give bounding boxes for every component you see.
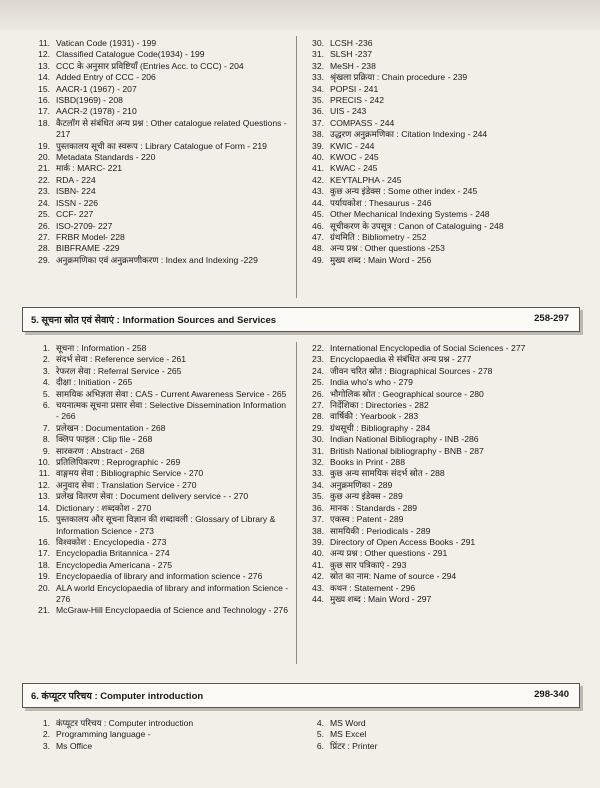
toc-entry bbox=[28, 741, 290, 752]
column-divider bbox=[296, 36, 297, 298]
toc-entry bbox=[302, 198, 582, 209]
toc-entry bbox=[302, 526, 582, 537]
entry-text: Indian National Bibliography - INB -286 bbox=[330, 434, 479, 445]
entry-text: KEYTALPHA - 245 bbox=[330, 174, 402, 185]
entry-number: 26. bbox=[38, 220, 50, 231]
entry-number: 40. bbox=[312, 152, 324, 163]
toc-entry bbox=[28, 366, 290, 377]
entry-number: 5. bbox=[42, 388, 50, 399]
toc-entry bbox=[28, 152, 290, 163]
entry-text: प्रलेख वितरण सेवा : Document delivery service - - 270 bbox=[56, 491, 249, 502]
entry-text: कुछ सार पत्रिकाएं - 293 bbox=[330, 559, 407, 570]
entry-text: संदर्भ सेवा : Reference service - 261 bbox=[56, 354, 187, 365]
toc-entry bbox=[28, 491, 290, 502]
entry-number: 39. bbox=[312, 536, 324, 547]
toc-entry bbox=[302, 434, 582, 445]
section6-left-list bbox=[28, 718, 290, 752]
entry-number: 2. bbox=[42, 729, 50, 740]
section5-right-list bbox=[302, 343, 582, 605]
toc-entry bbox=[28, 118, 290, 141]
toc-entry bbox=[28, 503, 290, 514]
entry-number: 23. bbox=[312, 354, 324, 365]
entry-number: 31. bbox=[312, 49, 324, 60]
toc-entry bbox=[302, 163, 582, 174]
entry-text: सामयिकी : Periodicals - 289 bbox=[330, 525, 431, 536]
entry-text: India who's who - 279 bbox=[330, 377, 413, 388]
toc-entry bbox=[28, 423, 290, 434]
entry-number: 45. bbox=[312, 209, 324, 220]
entry-text: कुछ अन्य इंडेक्स - 289 bbox=[330, 491, 403, 502]
entry-number: 30. bbox=[312, 434, 324, 445]
entry-number: 11. bbox=[38, 38, 50, 48]
entry-text: अन्य प्रश्न : Other questions -253 bbox=[330, 243, 445, 254]
entry-text: Classified Catalogue Code(1934) - 199 bbox=[56, 49, 205, 60]
entry-number: 38. bbox=[312, 129, 324, 140]
entry-number: 9. bbox=[42, 445, 50, 456]
toc-entry bbox=[28, 106, 290, 117]
entry-text: सूचीकरण के उपसूत्र : Canon of Cataloguing - 248 bbox=[330, 220, 504, 231]
toc-entry bbox=[28, 72, 290, 83]
toc-entry bbox=[28, 434, 290, 445]
entry-text: ग्रंथमिति : Bibliometry - 252 bbox=[330, 231, 427, 242]
section4-right-column bbox=[302, 38, 582, 266]
section4-right-list bbox=[302, 38, 582, 266]
toc-entry bbox=[302, 186, 582, 197]
column-divider bbox=[296, 342, 297, 664]
toc-entry bbox=[302, 221, 582, 232]
entry-text: Other Mechanical Indexing Systems - 248 bbox=[330, 209, 490, 220]
entry-text: पुस्तकालय और सूचना विज्ञान की शब्दावली : Glossary of Library & Information Science - 273 bbox=[56, 514, 276, 536]
section6-right-list bbox=[302, 718, 582, 752]
entry-number: 36. bbox=[312, 106, 324, 117]
toc-entry bbox=[302, 38, 582, 49]
toc-entry bbox=[302, 61, 582, 72]
entry-text: चयनात्मक सूचना प्रसार सेवा : Selective Dissemination Information - 266 bbox=[56, 400, 287, 422]
entry-text: प्रिंटर : Printer bbox=[330, 740, 378, 751]
entry-text: ISBN- 224 bbox=[56, 186, 96, 197]
toc-entry bbox=[28, 514, 290, 537]
entry-number: 10. bbox=[38, 457, 50, 468]
toc-entry bbox=[28, 548, 290, 559]
section5-header bbox=[22, 307, 580, 332]
toc-entry bbox=[28, 95, 290, 106]
toc-entry bbox=[28, 175, 290, 186]
entry-number: 15. bbox=[38, 514, 50, 525]
toc-entry bbox=[302, 141, 582, 152]
entry-number: 30. bbox=[312, 38, 324, 48]
entry-text: ISO-2709- 227 bbox=[56, 220, 113, 231]
entry-text: Encyclopaedia of library and information science - 276 bbox=[56, 571, 263, 582]
toc-entry bbox=[28, 583, 290, 606]
entry-number: 18. bbox=[38, 117, 50, 128]
entry-text: अनुक्रमणिका एवं अनुक्रमणीकरण : Index and Indexing -229 bbox=[56, 254, 258, 265]
entry-number: 11. bbox=[38, 468, 50, 479]
entry-number: 44. bbox=[312, 593, 324, 604]
entry-text: सूचना : Information - 258 bbox=[56, 343, 147, 353]
entry-text: अनुवाद सेवा : Translation Service - 270 bbox=[56, 479, 197, 490]
entry-number: 20. bbox=[38, 582, 50, 593]
entry-text: LCSH -236 bbox=[330, 38, 373, 48]
section4-left-column bbox=[28, 38, 290, 266]
entry-text: Books in Print - 288 bbox=[330, 457, 405, 468]
entry-number: 18. bbox=[38, 559, 50, 570]
entry-text: दीक्षा : Initiation - 265 bbox=[56, 377, 133, 388]
entry-number: 16. bbox=[38, 95, 50, 106]
entry-number: 17. bbox=[38, 548, 50, 559]
entry-text: RDA - 224 bbox=[56, 174, 96, 185]
toc-entry bbox=[28, 141, 290, 152]
section6-header bbox=[22, 683, 580, 708]
toc-entry bbox=[302, 729, 582, 740]
entry-number: 8. bbox=[42, 434, 50, 445]
section6-page-range: 298-340 bbox=[534, 689, 569, 700]
toc-entry bbox=[302, 457, 582, 468]
entry-number: 14. bbox=[38, 72, 50, 83]
entry-text: Encyclopadia Britannica - 274 bbox=[56, 548, 170, 559]
entry-number: 43. bbox=[312, 582, 324, 593]
entry-text: सामयिक अभिज्ञता सेवा : CAS - Current Awareness Service - 265 bbox=[56, 388, 287, 399]
toc-entry bbox=[302, 354, 582, 365]
toc-entry bbox=[302, 480, 582, 491]
entry-number: 22. bbox=[38, 174, 50, 185]
toc-entry bbox=[28, 343, 290, 354]
entry-number: 5. bbox=[316, 729, 324, 740]
entry-number: 37. bbox=[312, 117, 324, 128]
entry-text: वार्षिकी : Yearbook - 283 bbox=[330, 411, 419, 422]
entry-number: 42. bbox=[312, 571, 324, 582]
toc-entry bbox=[302, 548, 582, 559]
entry-text: प्रतिलिपिकरण : Reprographic - 269 bbox=[56, 457, 181, 468]
entry-text: Encyclopaedia से संबंधित अन्य प्रश्न - 277 bbox=[330, 354, 472, 365]
section6-left-column bbox=[28, 718, 290, 752]
toc-entry bbox=[302, 571, 582, 582]
toc-entry bbox=[28, 61, 290, 72]
toc-entry bbox=[302, 209, 582, 220]
toc-entry bbox=[28, 49, 290, 60]
entry-text: ALA world Encyclopaedia of library and information Science - 276 bbox=[56, 582, 289, 604]
entry-text: McGraw-Hill Encyclopaedia of Science and Technology - 276 bbox=[56, 605, 288, 616]
toc-entry bbox=[302, 400, 582, 411]
entry-text: कुछ अन्य इंडेक्स : Some other index - 245 bbox=[330, 186, 478, 197]
toc-entry bbox=[302, 560, 582, 571]
entry-number: 34. bbox=[312, 479, 324, 490]
entry-number: 32. bbox=[312, 60, 324, 71]
toc-entry bbox=[302, 84, 582, 95]
entry-text: मानक : Standards - 289 bbox=[330, 502, 418, 513]
entry-number: 31. bbox=[312, 445, 324, 456]
toc-entry bbox=[302, 583, 582, 594]
entry-number: 34. bbox=[312, 83, 324, 94]
section5-page-range: 258-297 bbox=[534, 313, 569, 324]
entry-number: 16. bbox=[38, 536, 50, 547]
section6-right-column bbox=[302, 718, 582, 752]
entry-text: निर्देशिका : Directories - 282 bbox=[330, 400, 429, 411]
toc-entry bbox=[28, 186, 290, 197]
toc-entry bbox=[28, 389, 290, 400]
entry-number: 39. bbox=[312, 140, 324, 151]
toc-entry bbox=[302, 446, 582, 457]
toc-entry bbox=[28, 457, 290, 468]
entry-text: स्रोत का नाम: Name of source - 294 bbox=[330, 571, 457, 582]
toc-entry bbox=[28, 354, 290, 365]
toc-entry bbox=[302, 255, 582, 266]
toc-entry bbox=[302, 95, 582, 106]
top-header-strip bbox=[0, 0, 600, 30]
toc-entry bbox=[302, 175, 582, 186]
entry-number: 26. bbox=[312, 388, 324, 399]
entry-text: British National bibliography - BNB - 287 bbox=[330, 445, 484, 456]
toc-entry bbox=[28, 537, 290, 548]
entry-text: Dictionary : शब्दकोश - 270 bbox=[56, 502, 152, 513]
entry-text: PRECIS - 242 bbox=[330, 95, 384, 106]
entry-number: 27. bbox=[38, 231, 50, 242]
toc-entry bbox=[302, 594, 582, 605]
entry-number: 4. bbox=[42, 377, 50, 388]
toc-entry bbox=[28, 605, 290, 616]
toc-entry bbox=[28, 198, 290, 209]
entry-number: 35. bbox=[312, 95, 324, 106]
entry-text: भौगोलिक स्रोत : Geographical source - 280 bbox=[330, 388, 484, 399]
entry-text: KWIC - 244 bbox=[330, 140, 375, 151]
entry-text: विश्वकोश : Encyclopedia - 273 bbox=[56, 536, 167, 547]
entry-text: ISBD(1969) - 208 bbox=[56, 95, 123, 106]
toc-entry bbox=[28, 729, 290, 740]
entry-text: सारकरण : Abstract - 268 bbox=[56, 445, 145, 456]
toc-entry bbox=[28, 446, 290, 457]
entry-text: रेफरल सेवा : Referral Service - 265 bbox=[56, 365, 182, 376]
entry-number: 40. bbox=[312, 548, 324, 559]
toc-entry bbox=[28, 718, 290, 729]
entry-text: AACR-1 (1967) - 207 bbox=[56, 83, 137, 94]
toc-entry bbox=[302, 72, 582, 83]
entry-number: 12. bbox=[38, 49, 50, 60]
entry-number: 21. bbox=[38, 605, 50, 616]
entry-number: 28. bbox=[38, 243, 50, 254]
toc-entry bbox=[28, 243, 290, 254]
toc-entry bbox=[302, 503, 582, 514]
entry-number: 25. bbox=[38, 209, 50, 220]
toc-entry bbox=[302, 129, 582, 140]
toc-entry bbox=[28, 480, 290, 491]
entry-text: अन्य प्रश्न : Other questions - 291 bbox=[330, 548, 448, 559]
entry-number: 6. bbox=[42, 400, 50, 411]
toc-entry bbox=[302, 491, 582, 502]
entry-number: 41. bbox=[312, 559, 324, 570]
entry-text: SLSH -237 bbox=[330, 49, 373, 60]
toc-entry bbox=[302, 377, 582, 388]
toc-entry bbox=[302, 514, 582, 525]
entry-number: 6. bbox=[316, 740, 324, 751]
toc-entry bbox=[302, 152, 582, 163]
toc-entry bbox=[28, 38, 290, 49]
entry-text: MeSH - 238 bbox=[330, 60, 376, 71]
toc-entry bbox=[302, 49, 582, 60]
entry-text: Ms Office bbox=[56, 740, 93, 751]
entry-number: 37. bbox=[312, 514, 324, 525]
section6-title: 6. कंप्यूटर परिचय : Computer introduction bbox=[31, 691, 204, 702]
entry-text: मुख्य शब्द : Main Word - 256 bbox=[330, 254, 432, 265]
toc-entry bbox=[302, 389, 582, 400]
entry-number: 14. bbox=[38, 502, 50, 513]
entry-text: ग्रंथसूची : Bibliography - 284 bbox=[330, 422, 431, 433]
toc-entry bbox=[28, 232, 290, 243]
toc-entry bbox=[28, 571, 290, 582]
toc-entry bbox=[28, 163, 290, 174]
toc-entry bbox=[302, 423, 582, 434]
entry-text: MS Excel bbox=[330, 729, 367, 740]
entry-text: Metadata Standards - 220 bbox=[56, 152, 156, 163]
entry-number: 43. bbox=[312, 186, 324, 197]
entry-number: 3. bbox=[42, 365, 50, 376]
entry-text: Encyclopedia Americana - 275 bbox=[56, 559, 173, 570]
entry-number: 27. bbox=[312, 400, 324, 411]
entry-number: 49. bbox=[312, 254, 324, 265]
toc-entry bbox=[302, 468, 582, 479]
entry-text: Programming language - bbox=[56, 729, 151, 740]
toc-entry bbox=[28, 377, 290, 388]
entry-number: 32. bbox=[312, 457, 324, 468]
entry-text: प्रलेखन : Documentation - 268 bbox=[56, 422, 166, 433]
section5-left-column bbox=[28, 343, 290, 617]
entry-text: श्रृंखला प्रक्रिया : Chain procedure - 239 bbox=[330, 72, 468, 83]
entry-number: 44. bbox=[312, 197, 324, 208]
entry-number: 33. bbox=[312, 72, 324, 83]
entry-text: पुस्तकालय सूची का स्वरूप : Library Catalogue of Form - 219 bbox=[56, 140, 267, 151]
entry-number: 1. bbox=[42, 343, 50, 353]
entry-number: 35. bbox=[312, 491, 324, 502]
entry-text: जीवन चरित स्रोत : Biographical Sources - 278 bbox=[330, 365, 493, 376]
entry-text: KWOC - 245 bbox=[330, 152, 379, 163]
entry-text: मार्क : MARC- 221 bbox=[56, 163, 123, 174]
entry-number: 21. bbox=[38, 163, 50, 174]
entry-number: 19. bbox=[38, 571, 50, 582]
entry-text: CCC के अनुसार प्रविष्टियाँ (Entries Acc. to CCC) - 204 bbox=[56, 60, 244, 71]
entry-text: कुछ अन्य सामयिक संदर्भ स्रोत - 288 bbox=[330, 468, 445, 479]
entry-text: पर्यायकोश : Thesaurus - 246 bbox=[330, 197, 432, 208]
entry-text: मुख्य शब्द : Main Word - 297 bbox=[330, 593, 432, 604]
entry-number: 42. bbox=[312, 174, 324, 185]
entry-text: CCF- 227 bbox=[56, 209, 94, 220]
entry-number: 25. bbox=[312, 377, 324, 388]
toc-entry bbox=[28, 209, 290, 220]
toc-entry bbox=[28, 468, 290, 479]
entry-number: 15. bbox=[38, 83, 50, 94]
toc-entry bbox=[302, 741, 582, 752]
entry-text: कथन : Statement - 296 bbox=[330, 582, 416, 593]
entry-number: 48. bbox=[312, 243, 324, 254]
entry-text: कंप्यूटर परिचय : Computer introduction bbox=[56, 718, 194, 728]
entry-number: 24. bbox=[312, 365, 324, 376]
entry-number: 13. bbox=[38, 491, 50, 502]
entry-text: Directory of Open Access Books - 291 bbox=[330, 536, 476, 547]
entry-text: क्लिप फाइल : Clip file - 268 bbox=[56, 434, 153, 445]
entry-number: 4. bbox=[316, 718, 324, 728]
entry-text: कैटलॉग से संबंधित अन्य प्रश्न : Other catalogue related Questions - 217 bbox=[56, 117, 287, 140]
toc-entry bbox=[302, 232, 582, 243]
entry-number: 17. bbox=[38, 106, 50, 117]
entry-number: 19. bbox=[38, 140, 50, 151]
toc-entry bbox=[302, 243, 582, 254]
toc-entry bbox=[302, 118, 582, 129]
entry-number: 33. bbox=[312, 468, 324, 479]
entry-text: उद्धरण अनुक्रमणिका : Citation Indexing - 244 bbox=[330, 129, 488, 140]
entry-text: KWAC - 245 bbox=[330, 163, 378, 174]
entry-text: MS Word bbox=[330, 718, 366, 728]
entry-number: 13. bbox=[38, 60, 50, 71]
entry-number: 23. bbox=[38, 186, 50, 197]
toc-entry bbox=[302, 537, 582, 548]
toc-entry bbox=[28, 255, 290, 266]
entry-number: 46. bbox=[312, 220, 324, 231]
entry-text: AACR-2 (1978) - 210 bbox=[56, 106, 137, 117]
entry-number: 38. bbox=[312, 525, 324, 536]
entry-text: अनुक्रमणिका - 289 bbox=[330, 479, 393, 490]
entry-text: COMPASS - 244 bbox=[330, 117, 395, 128]
entry-text: UIS - 243 bbox=[330, 106, 367, 117]
toc-entry bbox=[302, 718, 582, 729]
toc-entry bbox=[302, 343, 582, 354]
entry-text: POPSI - 241 bbox=[330, 83, 379, 94]
entry-number: 47. bbox=[312, 231, 324, 242]
entry-text: Vatican Code (1931) - 199 bbox=[56, 38, 157, 48]
entry-number: 7. bbox=[42, 422, 50, 433]
entry-text: Added Entry of CCC - 206 bbox=[56, 72, 156, 83]
toc-entry bbox=[28, 221, 290, 232]
section4-left-list bbox=[28, 38, 290, 266]
entry-number: 1. bbox=[42, 718, 50, 728]
entry-text: ISSN - 226 bbox=[56, 197, 99, 208]
entry-number: 2. bbox=[42, 354, 50, 365]
entry-number: 28. bbox=[312, 411, 324, 422]
toc-entry bbox=[302, 106, 582, 117]
entry-number: 12. bbox=[38, 479, 50, 490]
section5-left-list bbox=[28, 343, 290, 617]
entry-number: 41. bbox=[312, 163, 324, 174]
entry-number: 24. bbox=[38, 197, 50, 208]
entry-number: 29. bbox=[38, 254, 50, 265]
entry-text: FRBR Model- 228 bbox=[56, 231, 125, 242]
toc-entry bbox=[302, 411, 582, 422]
entry-text: एकस्व : Patent - 289 bbox=[330, 514, 404, 525]
entry-number: 22. bbox=[312, 343, 324, 353]
entry-text: International Encyclopedia of Social Sciences - 277 bbox=[330, 343, 526, 353]
entry-number: 3. bbox=[42, 740, 50, 751]
toc-entry bbox=[28, 400, 290, 423]
toc-entry bbox=[302, 366, 582, 377]
entry-text: BIBFRAME -229 bbox=[56, 243, 120, 254]
section5-right-column bbox=[302, 343, 582, 605]
entry-number: 29. bbox=[312, 422, 324, 433]
entry-number: 20. bbox=[38, 152, 50, 163]
toc-entry bbox=[28, 84, 290, 95]
toc-entry bbox=[28, 560, 290, 571]
section5-title: 5. सूचना स्रोत एवं सेवाएं : Information Sources and Services bbox=[31, 315, 277, 326]
entry-number: 36. bbox=[312, 502, 324, 513]
entry-text: वाङ्गमय सेवा : Bibliographic Service - 270 bbox=[56, 468, 204, 479]
